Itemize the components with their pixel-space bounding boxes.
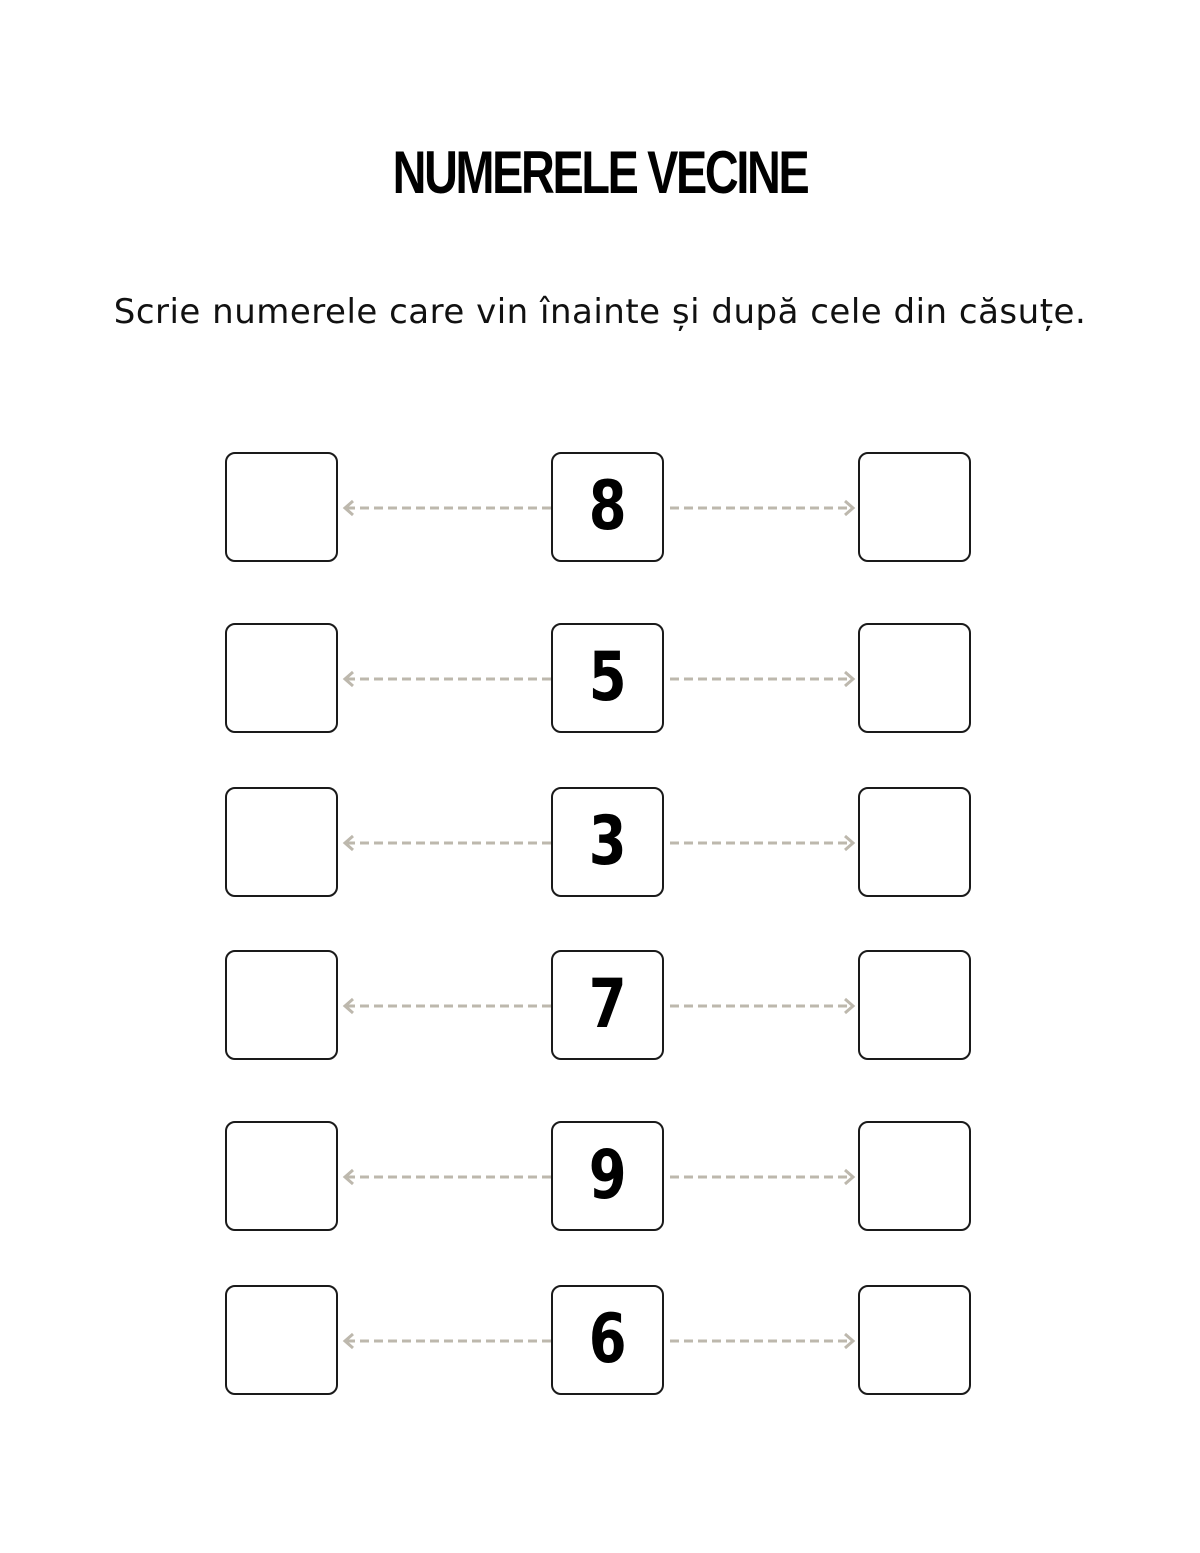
- right-arrow-icon: [666, 834, 860, 852]
- given-number: 3: [588, 802, 627, 881]
- left-arrow-icon: [340, 834, 554, 852]
- left-arrow-icon: [340, 670, 554, 688]
- before-number-box[interactable]: [225, 452, 338, 562]
- before-number-box[interactable]: [225, 1121, 338, 1231]
- number-row: [0, 950, 1200, 1063]
- worksheet-instruction: Scrie numerele care vin înainte și după cele din căsuțe.: [113, 292, 1087, 332]
- after-number-box[interactable]: [858, 1285, 971, 1395]
- given-number-box: [551, 787, 664, 897]
- given-number-box: [551, 452, 664, 562]
- given-number: 6: [588, 1300, 627, 1379]
- given-number: 7: [588, 965, 627, 1044]
- number-row: [0, 1285, 1200, 1398]
- right-arrow-icon: [666, 1332, 860, 1350]
- before-number-box[interactable]: [225, 950, 338, 1060]
- after-number-box[interactable]: [858, 1121, 971, 1231]
- right-arrow-icon: [666, 499, 860, 517]
- number-row: [0, 623, 1200, 736]
- left-arrow-icon: [340, 1332, 554, 1350]
- right-arrow-icon: [666, 670, 860, 688]
- right-arrow-icon: [666, 1168, 860, 1186]
- given-number-box: [551, 950, 664, 1060]
- given-number-box: [551, 1121, 664, 1231]
- before-number-box[interactable]: [225, 623, 338, 733]
- after-number-box[interactable]: [858, 787, 971, 897]
- given-number: 8: [588, 467, 627, 546]
- left-arrow-icon: [340, 499, 554, 517]
- left-arrow-icon: [340, 997, 554, 1015]
- left-arrow-icon: [340, 1168, 554, 1186]
- given-number: 5: [588, 638, 627, 717]
- after-number-box[interactable]: [858, 452, 971, 562]
- before-number-box[interactable]: [225, 787, 338, 897]
- number-row: [0, 787, 1200, 900]
- worksheet-title: NUMERELE VECINE: [392, 139, 808, 206]
- after-number-box[interactable]: [858, 623, 971, 733]
- right-arrow-icon: [666, 997, 860, 1015]
- number-row: [0, 452, 1200, 565]
- given-number-box: [551, 623, 664, 733]
- given-number: 9: [588, 1136, 627, 1215]
- after-number-box[interactable]: [858, 950, 971, 1060]
- given-number-box: [551, 1285, 664, 1395]
- number-row: [0, 1121, 1200, 1234]
- before-number-box[interactable]: [225, 1285, 338, 1395]
